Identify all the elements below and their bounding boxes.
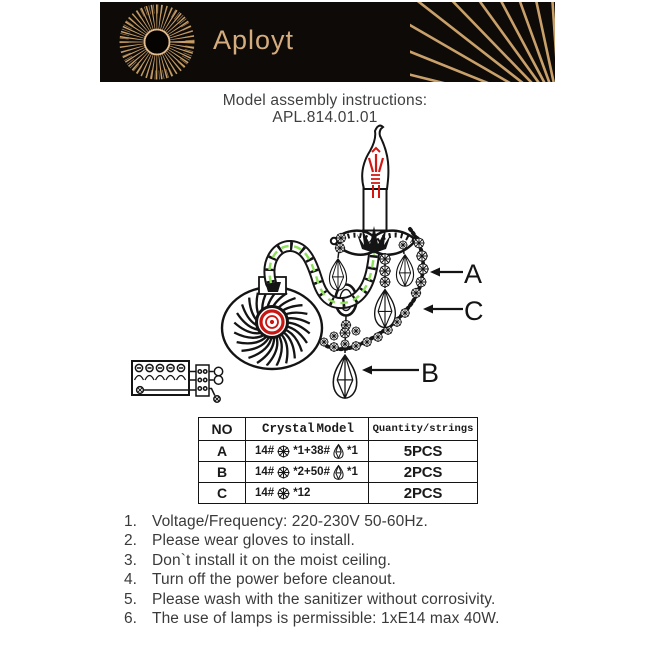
instruction-text: Don`t install it on the moist ceiling. (152, 551, 391, 569)
qty-a: 5PCS (369, 441, 478, 462)
swirl-backplate (222, 287, 322, 369)
col-crystal-model: Crystal Model (246, 418, 369, 441)
instruction-item (124, 570, 564, 589)
col-no: NO (199, 418, 246, 441)
instruction-text: Turn off the power before cleanout. (152, 571, 396, 589)
instruction-text: The use of lamps is permissible: 1xE14 max 40W. (152, 610, 500, 628)
label-a: A (464, 259, 483, 289)
instruction-item (124, 551, 564, 570)
arrow-b (362, 366, 372, 375)
label-c: C (464, 296, 484, 326)
instruction-item (124, 531, 564, 550)
brand-name: Aployt (213, 24, 295, 55)
instruction-number: 1. (124, 513, 137, 530)
table-header-row (199, 418, 478, 441)
brand-header (100, 2, 555, 82)
instruction-item (124, 609, 564, 628)
instruction-list (124, 512, 564, 628)
fan-rays-icon (410, 2, 555, 82)
crystal-drop-icon (333, 443, 344, 459)
instruction-text: Please wash with the sanitizer without corrosivity. (152, 590, 496, 608)
instruction-item (124, 512, 564, 531)
callout-c (423, 296, 484, 326)
crystal-bead-icon (277, 466, 290, 479)
instruction-text: Please wear gloves to install. (152, 532, 355, 550)
callout-a (430, 259, 482, 289)
bottom-pendant-b (330, 316, 360, 398)
table-row-a: A 14# *1+38# *1 5PCS (199, 441, 478, 462)
qty-b: 2PCS (369, 462, 478, 483)
wiring-terminal-diagram (132, 361, 223, 402)
crystal-parts-table (198, 417, 478, 504)
crystal-garland-c (320, 304, 411, 352)
instruction-number: 3. (124, 551, 137, 569)
instruction-item (124, 590, 564, 609)
instruction-number: 6. (124, 610, 137, 628)
crystal-drop-icon (333, 464, 344, 480)
instruction-number: 5. (124, 590, 137, 608)
instruction-number: 2. (124, 532, 137, 550)
table-row-c: C 14# *12 2PCS (199, 483, 478, 504)
crystal-bead-icon (277, 445, 290, 458)
model-number: APL.814.01.01 (272, 109, 378, 126)
arrow-c (423, 305, 433, 314)
sconce-assembly-diagram (115, 120, 490, 415)
crystal-bead-icon (277, 487, 290, 500)
arrow-a (430, 268, 440, 277)
instruction-number: 4. (124, 571, 137, 589)
col-quantity: Quantity/strings (369, 418, 478, 441)
candle-sleeve (364, 189, 387, 231)
callout-b (362, 358, 439, 388)
table-row-b: B 14# *2+50# *1 2PCS (199, 462, 478, 483)
qty-c: 2PCS (369, 483, 478, 504)
label-b: B (421, 358, 440, 388)
red-socket-center (261, 311, 283, 333)
starburst-logo-icon (112, 3, 202, 81)
page-title: Model assembly instructions: (222, 92, 428, 109)
instruction-text: Voltage/Frequency: 220-230V 50-60Hz. (152, 513, 428, 530)
